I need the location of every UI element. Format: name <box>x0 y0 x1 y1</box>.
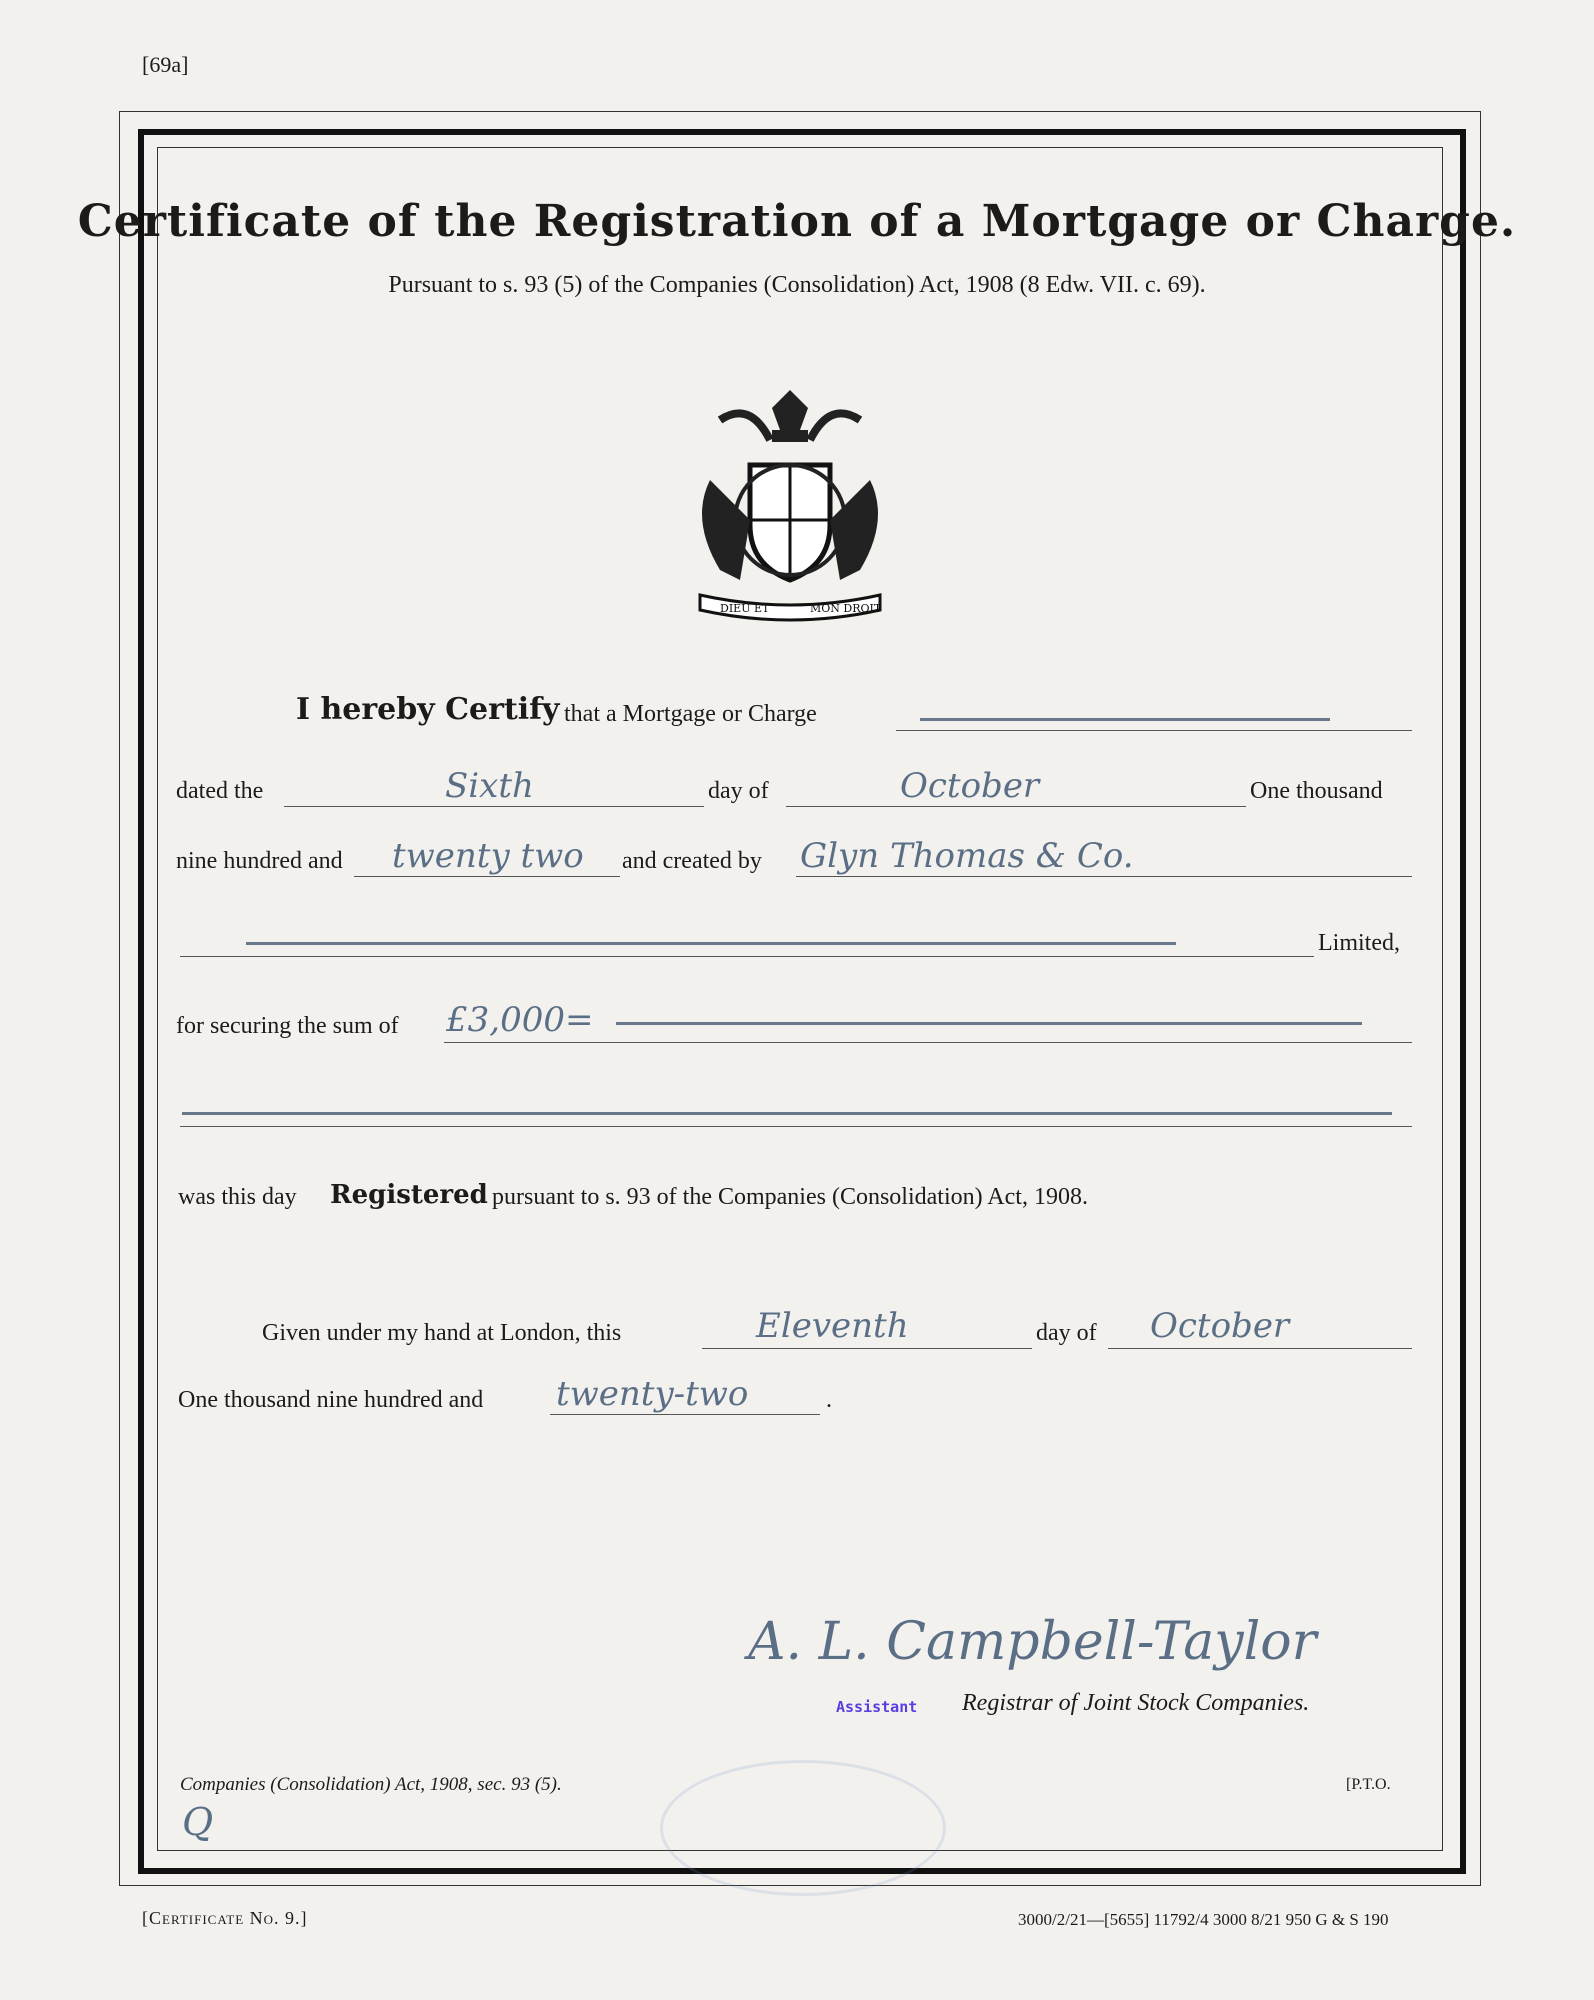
certify-lead: I hereby Certify <box>296 692 560 727</box>
registered-pre: was this day <box>178 1184 297 1210</box>
royal-coat-of-arms <box>680 380 900 630</box>
registered-post: pursuant to s. 93 of the Companies (Consolidation) Act, 1908. <box>492 1184 1088 1210</box>
dated-day-value: Sixth <box>445 766 534 806</box>
print-code: 3000/2/21—[5655] 11792/4 3000 8/21 950 G & S 190 <box>1018 1910 1389 1929</box>
motto-right: MON DROIT <box>810 602 882 615</box>
registered-word: Registered <box>330 1180 488 1210</box>
given-year-value: twenty-two <box>556 1374 749 1414</box>
dated-month-value: October <box>900 766 1040 806</box>
day-of-label: day of <box>708 778 769 804</box>
created-by-label: and created by <box>622 848 762 874</box>
registrar-signature: A. L. Campbell-Taylor <box>748 1612 1317 1672</box>
given-label: Given under my hand at London, this <box>262 1320 622 1346</box>
ink-stroke <box>246 942 1176 945</box>
fill-line <box>180 1126 1412 1127</box>
securing-label: for securing the sum of <box>176 1013 399 1039</box>
fill-line <box>796 876 1412 877</box>
act-reference: Companies (Consolidation) Act, 1908, sec. 93 (5). <box>180 1774 562 1795</box>
company-value: Glyn Thomas & Co. <box>800 836 1134 876</box>
one-thousand-label: One thousand <box>1250 778 1383 804</box>
sum-value: £3,000= <box>446 1000 594 1040</box>
assistant-stamp: Assistant <box>836 1698 918 1716</box>
motto-left: DIEU ET <box>720 602 770 615</box>
fill-line <box>444 1042 1412 1043</box>
certificate-title: Certificate of the Registration of a Mortgage or Charge. <box>77 196 1517 247</box>
fill-line <box>1108 1348 1412 1349</box>
given-year-lead: One thousand nine hundred and <box>178 1387 484 1413</box>
registrar-title: Registrar of Joint Stock Companies. <box>962 1690 1310 1716</box>
ink-stroke <box>616 1022 1362 1025</box>
fill-line <box>354 876 620 877</box>
ink-stroke <box>182 1112 1392 1115</box>
initial-mark: Q <box>182 1800 214 1844</box>
ink-stroke <box>920 718 1330 721</box>
certify-text: that a Mortgage or Charge <box>564 701 817 727</box>
given-month-value: October <box>1150 1306 1290 1346</box>
dated-year-value: twenty two <box>392 836 584 876</box>
fill-line <box>180 956 1314 957</box>
period: . <box>826 1387 832 1413</box>
fill-line <box>786 806 1246 807</box>
certificate-subtitle: Pursuant to s. 93 (5) of the Companies (Consolidation) Act, 1908 (8 Edw. VII. c. 69). <box>388 272 1206 298</box>
form-reference: [69a] <box>142 52 189 77</box>
given-day-of-label: day of <box>1036 1320 1097 1346</box>
fill-line <box>284 806 704 807</box>
certificate-number: [Certificate No. 9.] <box>142 1908 308 1928</box>
fill-line <box>550 1414 820 1415</box>
limited-label: Limited, <box>1318 930 1400 956</box>
given-day-value: Eleventh <box>756 1306 909 1346</box>
fill-line <box>702 1348 1032 1349</box>
pto-label: [P.T.O. <box>1346 1776 1391 1793</box>
fill-line <box>896 730 1412 731</box>
dated-the-label: dated the <box>176 778 264 804</box>
nine-hundred-label: nine hundred and <box>176 848 343 874</box>
faint-stamp <box>660 1760 946 1896</box>
